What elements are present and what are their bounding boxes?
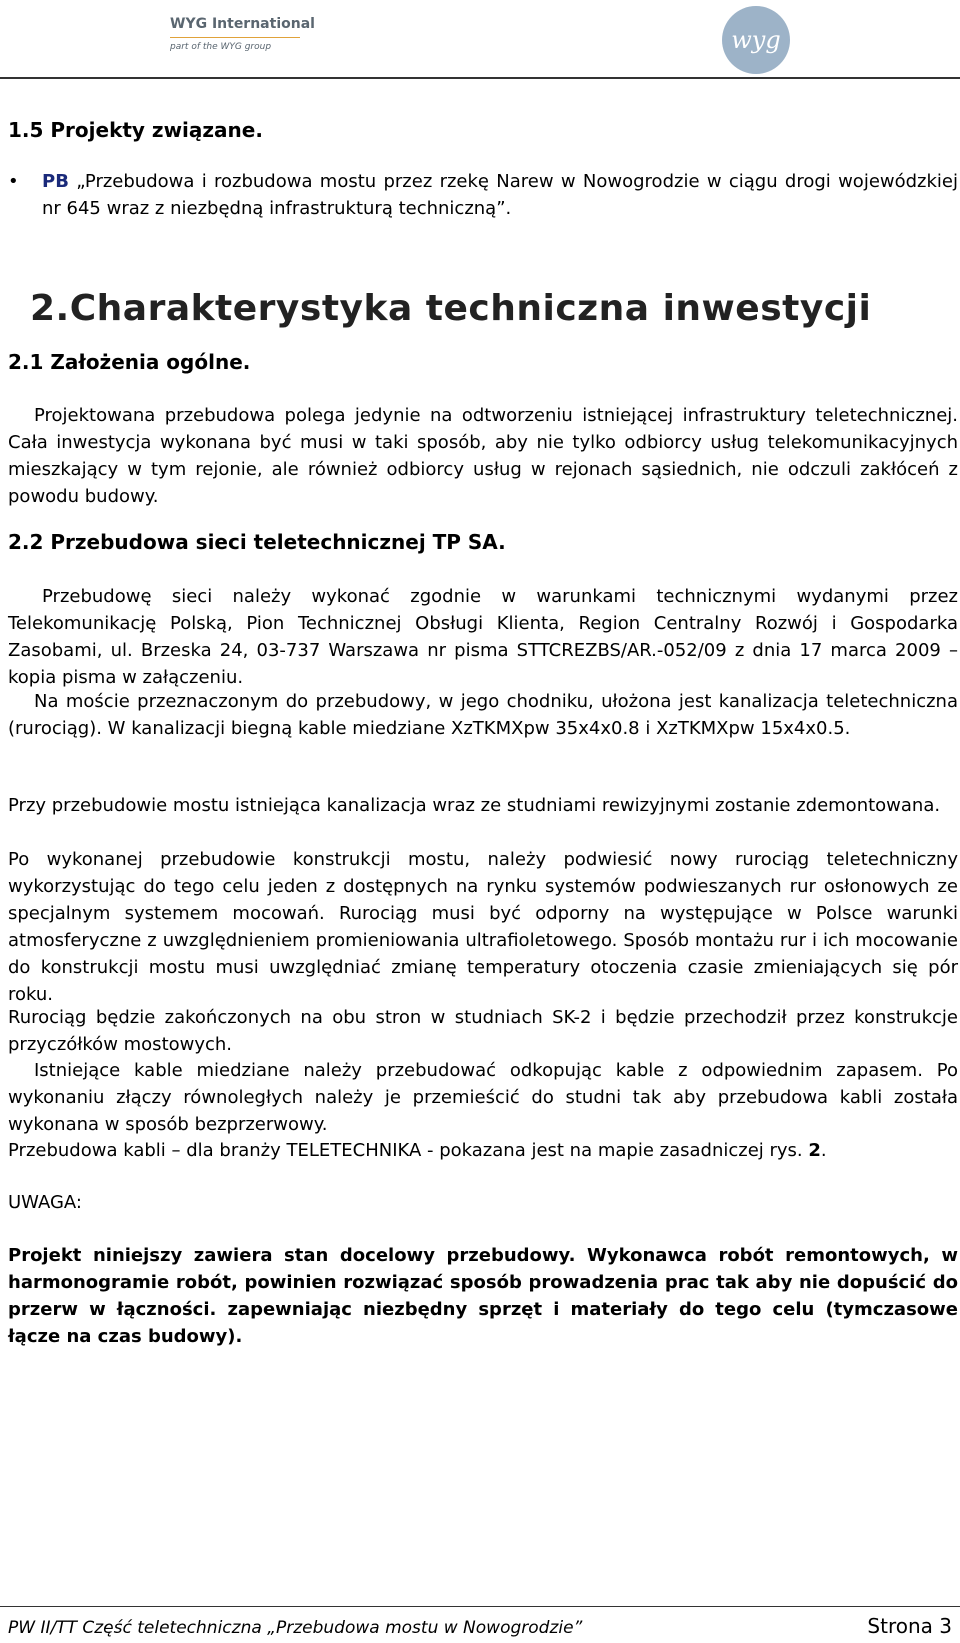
paragraph-1: Przebudowę sieci należy wykonać zgodnie w warunkami technicznymi wydanymi przez Telekomunikację Polską, Pion Technicznej Obsługi Klienta, Region Centralny Rozwój i Gospodarka Zasobami, ul. Brzeska 24, 03-737 Warszawa nr pisma STTCREZBS/AR.-052/09 z dnia 17 marca 2009 – kopia pisma w załączeniu. <box>8 586 958 688</box>
uwaga-label: UWAGA: <box>8 1192 82 1213</box>
paragraph-7-text: Przebudowa kabli – dla branży TELETECHNIKA - pokazana jest na mapie zasadniczej rys. <box>8 1140 809 1161</box>
warning-text: Projekt niniejszy zawiera stan docelowy przebudowy. Wykonawca robót remontowych, w harmonogramie robót, powinien rozwiązać sposób prowadzenia prac tak aby nie dopuścić do przerw w łączności. zapewniając niezbędny sprzęt i materiały do tego celu (tymczasowe łącze na czas budowy). <box>8 1245 958 1347</box>
page-number: Strona 3 <box>867 1614 952 1638</box>
section-2-2-title: 2.2 Przebudowa sieci teletechnicznej TP SA. <box>8 530 506 554</box>
page-header <box>0 0 960 78</box>
bullet-label: PB <box>42 171 69 192</box>
paragraph-7 <box>8 1137 958 1164</box>
drawing-number: 2 <box>808 1140 821 1161</box>
footer-document-title: PW II/TT Część teletechniczna „Przebudowa mostu w Nowogrodzie” <box>8 1618 583 1638</box>
section-2-1-text: Projektowana przebudowa polega jedynie na odtworzeniu istniejącej infrastruktury teletechnicznej. Cała inwestycja wykonana być musi w taki sposób, aby nie tylko odbiorcy usług telekomunikacyjnych mieszkający w tym rejonie, ale również odbiorcy usług w rejonach sąsiednich, nie odczuli zakłóceń z powodu budowy. <box>8 405 958 507</box>
brand-subtitle: part of the WYG group <box>170 42 272 52</box>
wyg-logo-icon <box>716 4 794 76</box>
bullet-text: „Przebudowa i rozbudowa mostu przez rzekę Narew w Nowogrodzie w ciągu drogi wojewódzkiej nr 645 wraz z niezbędną infrastrukturą techniczną”. <box>42 171 958 219</box>
paragraph-7-end: . <box>820 1140 827 1161</box>
bullet-item <box>8 168 958 222</box>
header-rule <box>0 77 960 79</box>
paragraph-5: Rurociąg będzie zakończonych na obu stron w studniach SK-2 i będzie przechodził przez konstrukcje przyczółków mostowych. <box>8 1007 958 1055</box>
footer-rule <box>0 1606 960 1607</box>
section-1-5-title: 1.5 Projekty związane. <box>8 118 263 142</box>
bullet-icon: • <box>8 171 19 192</box>
paragraph-3: Przy przebudowie mostu istniejąca kanalizacja wraz ze studniami rewizyjnymi zostanie zdemontowana. <box>8 795 941 816</box>
paragraph-2: Na moście przeznaczonym do przebudowy, w jego chodniku, ułożona jest kanalizacja teletechniczna (rurociąg). W kanalizacji biegną kable miedziane XzTKMXpw 35x4x0.8 i XzTKMXpw 15x4x0.5. <box>8 691 958 739</box>
brand-name: WYG International <box>170 16 315 32</box>
paragraph-4: Po wykonanej przebudowie konstrukcji mostu, należy podwiesić nowy rurociąg teletechniczny wykorzystując do tego celu jeden z dostępnych na rynku systemów podwieszanych rur osłonowych ze specjalnym systemem mocowań. Rurociąg musi być odporny na występujące w Polsce warunki atmosferyczne z uwzględnieniem promieniowania ultrafioletowego. Sposób montażu rur i ich mocowanie do konstrukcji mostu musi uwzględniać zmianę temperatury otoczenia czasie zmieniających się pór roku. <box>8 849 958 1005</box>
chapter-title: 2.Charakterystyka techniczna inwestycji <box>30 288 872 329</box>
section-2-1-title: 2.1 Założenia ogólne. <box>8 350 251 374</box>
paragraph-6: Istniejące kable miedziane należy przebudować odkopując kable z odpowiednim zapasem. Po wykonaniu złączy równoległych należy je przemieścić do studni tak aby przebudowa kabli została wykonana w sposób bezprzerwowy. <box>8 1060 958 1135</box>
svg-text:wyg: wyg <box>731 26 781 54</box>
brand-divider <box>170 37 300 38</box>
